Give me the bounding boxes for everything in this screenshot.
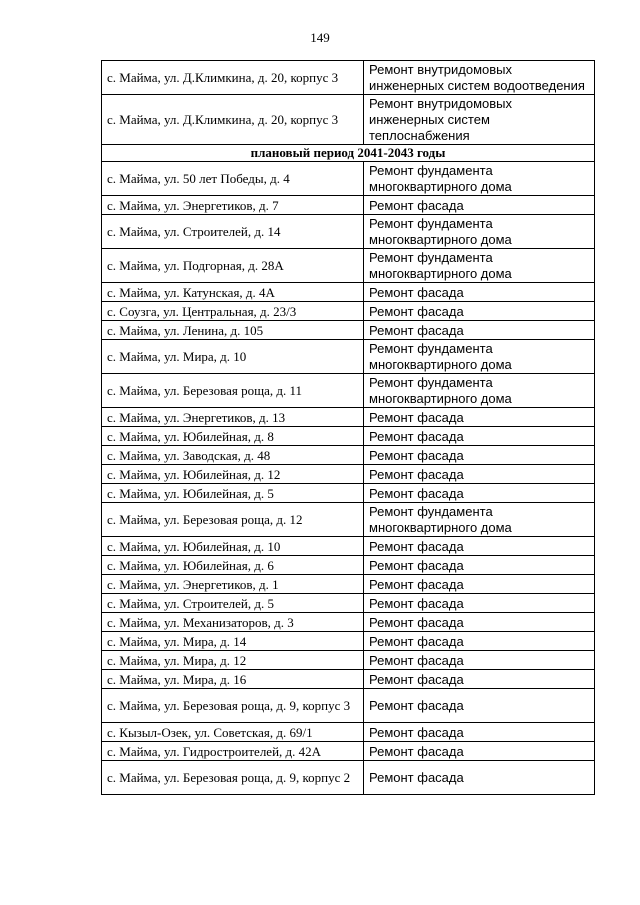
table-row — [102, 215, 595, 249]
work-type-cell: Ремонт фасада — [364, 594, 595, 613]
address-cell: с. Майма, ул. Мира, д. 16 — [102, 670, 364, 689]
address-cell: с. Майма, ул. Д.Климкина, д. 20, корпус 3 — [102, 95, 364, 145]
work-type-cell: Ремонт фасада — [364, 575, 595, 594]
table-row — [102, 283, 595, 302]
address-cell: с. Майма, ул. Березовая роща, д. 11 — [102, 374, 364, 408]
work-type-cell: Ремонт фасада — [364, 484, 595, 503]
table-row — [102, 484, 595, 503]
table-row — [102, 340, 595, 374]
table-row — [102, 575, 595, 594]
page-number: 149 — [310, 30, 330, 45]
table-row — [102, 761, 595, 795]
table-row — [102, 689, 595, 723]
work-type-cell: Ремонт фасада — [364, 321, 595, 340]
table-row — [102, 249, 595, 283]
table-row — [102, 95, 595, 145]
address-cell: с. Майма, ул. Юбилейная, д. 6 — [102, 556, 364, 575]
work-type-cell: Ремонт фасада — [364, 427, 595, 446]
work-type-cell: Ремонт внутридомовых инженерных систем водоотведения — [364, 61, 595, 95]
address-cell: с. Майма, ул. Березовая роща, д. 9, корпус 2 — [102, 761, 364, 795]
address-cell: с. Майма, ул. Гидростроителей, д. 42А — [102, 742, 364, 761]
table-row — [102, 374, 595, 408]
address-cell: с. Майма, ул. Энергетиков, д. 1 — [102, 575, 364, 594]
work-type-cell: Ремонт фасада — [364, 465, 595, 484]
table-row — [102, 196, 595, 215]
address-cell: с. Майма, ул. Подгорная, д. 28А — [102, 249, 364, 283]
address-cell: с. Майма, ул. Механизаторов, д. 3 — [102, 613, 364, 632]
table-row — [102, 321, 595, 340]
address-cell: с. Майма, ул. Мира, д. 10 — [102, 340, 364, 374]
table-row — [102, 408, 595, 427]
address-cell: с. Майма, ул. Д.Климкина, д. 20, корпус 3 — [102, 61, 364, 95]
work-type-cell: Ремонт фасада — [364, 613, 595, 632]
table-row — [102, 537, 595, 556]
section-title: плановый период 2041-2043 годы — [102, 145, 595, 162]
work-type-cell: Ремонт фасада — [364, 651, 595, 670]
work-type-cell: Ремонт фасада — [364, 689, 595, 723]
table-row — [102, 670, 595, 689]
address-cell: с. Майма, ул. Ленина, д. 105 — [102, 321, 364, 340]
work-type-cell: Ремонт фасада — [364, 302, 595, 321]
work-type-cell: Ремонт фасада — [364, 761, 595, 795]
work-type-cell: Ремонт фасада — [364, 196, 595, 215]
work-type-cell: Ремонт фасада — [364, 446, 595, 465]
work-type-cell: Ремонт фасада — [364, 537, 595, 556]
address-cell: с. Майма, ул. Юбилейная, д. 5 — [102, 484, 364, 503]
table-row — [102, 302, 595, 321]
section-header-row — [102, 145, 595, 162]
table-row — [102, 723, 595, 742]
address-cell: с. Майма, ул. Юбилейная, д. 10 — [102, 537, 364, 556]
table-row — [102, 556, 595, 575]
address-cell: с. Майма, ул. Мира, д. 12 — [102, 651, 364, 670]
work-type-cell: Ремонт фасада — [364, 283, 595, 302]
table-row — [102, 503, 595, 537]
address-cell: с. Майма, ул. Катунская, д. 4А — [102, 283, 364, 302]
address-cell: с. Майма, ул. Строителей, д. 14 — [102, 215, 364, 249]
table-row — [102, 594, 595, 613]
work-type-cell: Ремонт фундамента многоквартирного дома — [364, 503, 595, 537]
address-cell: с. Майма, ул. Мира, д. 14 — [102, 632, 364, 651]
work-type-cell: Ремонт фасада — [364, 670, 595, 689]
table-row — [102, 61, 595, 95]
address-cell: с. Кызыл-Озек, ул. Советская, д. 69/1 — [102, 723, 364, 742]
address-cell: с. Майма, ул. Березовая роща, д. 9, корпус 3 — [102, 689, 364, 723]
work-type-cell: Ремонт фасада — [364, 408, 595, 427]
table-row — [102, 632, 595, 651]
table-row — [102, 427, 595, 446]
table-row — [102, 651, 595, 670]
address-cell: с. Майма, ул. Энергетиков, д. 13 — [102, 408, 364, 427]
table-row — [102, 465, 595, 484]
address-cell: с. Майма, ул. Юбилейная, д. 8 — [102, 427, 364, 446]
table-row — [102, 446, 595, 465]
address-cell: с. Майма, ул. Энергетиков, д. 7 — [102, 196, 364, 215]
work-type-cell: Ремонт фундамента многоквартирного дома — [364, 162, 595, 196]
capital-repair-table — [101, 60, 595, 795]
address-cell: с. Майма, ул. Березовая роща, д. 12 — [102, 503, 364, 537]
work-type-cell: Ремонт фасада — [364, 556, 595, 575]
work-type-cell: Ремонт внутридомовых инженерных систем теплоснабжения — [364, 95, 595, 145]
address-cell: с. Майма, ул. Заводская, д. 48 — [102, 446, 364, 465]
table-row — [102, 613, 595, 632]
work-type-cell: Ремонт фасада — [364, 632, 595, 651]
address-cell: с. Майма, ул. Юбилейная, д. 12 — [102, 465, 364, 484]
table-row — [102, 162, 595, 196]
work-type-cell: Ремонт фундамента многоквартирного дома — [364, 340, 595, 374]
work-type-cell: Ремонт фундамента многоквартирного дома — [364, 374, 595, 408]
work-type-cell: Ремонт фундамента многоквартирного дома — [364, 215, 595, 249]
address-cell: с. Соузга, ул. Центральная, д. 23/3 — [102, 302, 364, 321]
address-cell: с. Майма, ул. 50 лет Победы, д. 4 — [102, 162, 364, 196]
work-type-cell: Ремонт фасада — [364, 723, 595, 742]
table-row — [102, 742, 595, 761]
address-cell: с. Майма, ул. Строителей, д. 5 — [102, 594, 364, 613]
work-type-cell: Ремонт фундамента многоквартирного дома — [364, 249, 595, 283]
work-type-cell: Ремонт фасада — [364, 742, 595, 761]
